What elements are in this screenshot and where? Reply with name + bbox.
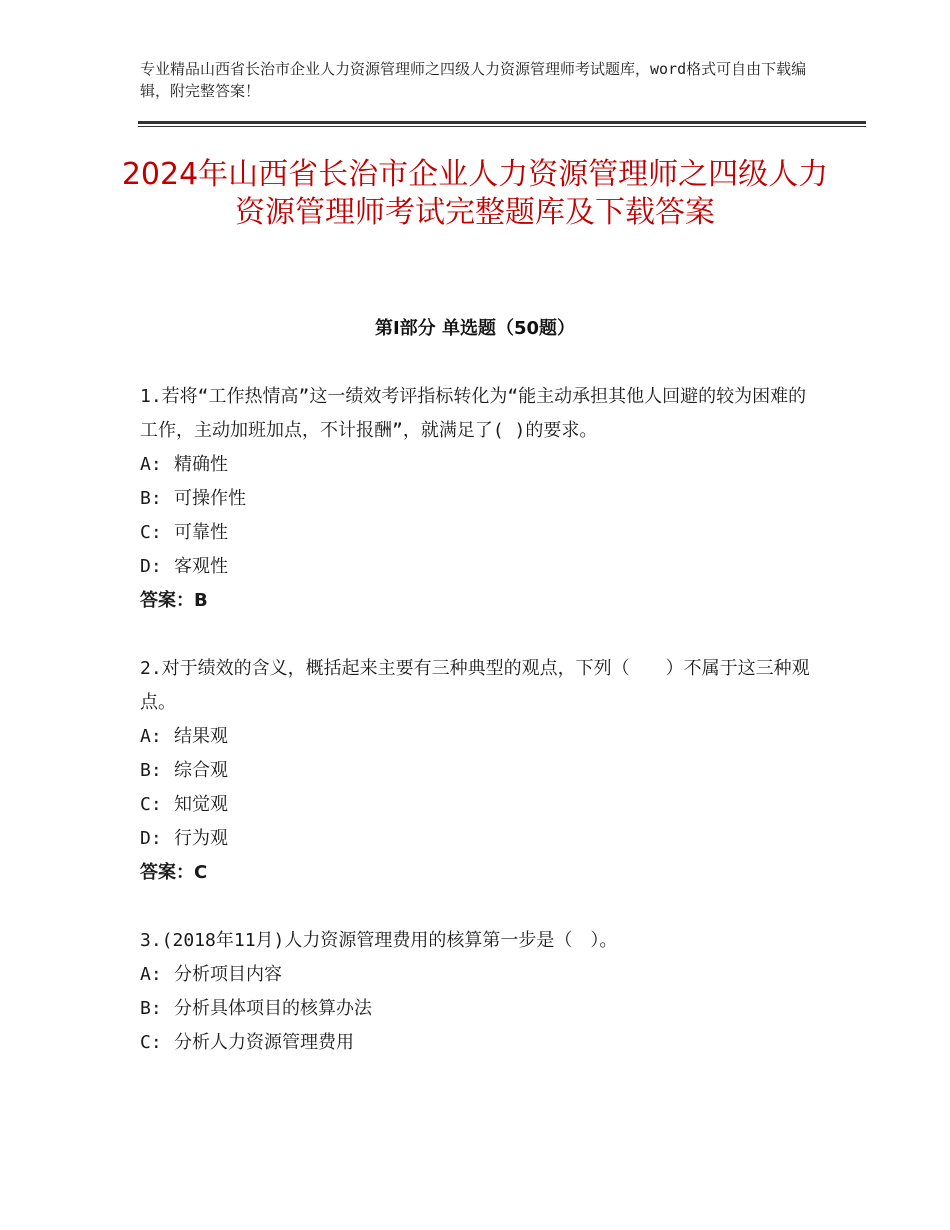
option-b	[140, 992, 810, 1026]
question-stem: 1.若将“工作热情高”这一绩效考评指标转化为“能主动承担其他人回避的较为困难的工作，主动加班加点，不计报酬”，就满足了( )的要求。	[140, 386, 807, 441]
option-key: C:	[140, 1032, 162, 1053]
header-rule-thick	[138, 121, 866, 124]
option-key: D:	[140, 556, 162, 577]
option-text: 行为观	[174, 828, 228, 849]
answer-value: C	[194, 862, 208, 883]
question-3	[140, 924, 810, 1060]
question-stem: 2.对于绩效的含义，概括起来主要有三种典型的观点，下列（ ）不属于这三种观点。	[140, 658, 810, 713]
option-text: 可操作性	[174, 488, 246, 509]
option-text: 综合观	[174, 760, 228, 781]
option-key: B:	[140, 998, 162, 1019]
option-key: B:	[140, 488, 162, 509]
option-a	[140, 958, 810, 992]
section-title: 第Ⅰ部分 单选题（50题）	[374, 318, 575, 339]
answer-value: B	[194, 590, 208, 611]
option-text: 客观性	[174, 556, 228, 577]
answer-prefix: 答案：	[140, 862, 194, 883]
header-rule-thin	[138, 126, 866, 127]
option-key: B:	[140, 760, 162, 781]
option-a	[140, 448, 810, 482]
answer-line	[140, 856, 810, 890]
option-d	[140, 822, 810, 856]
option-text: 知觉观	[174, 794, 228, 815]
option-b	[140, 482, 810, 516]
answer-prefix: 答案：	[140, 590, 194, 611]
header-note: 专业精品山西省长治市企业人力资源管理师之四级人力资源管理师考试题库，word格式可自由下载编辑，附完整答案！	[140, 60, 807, 100]
option-key: D:	[140, 828, 162, 849]
document-title: 2024年山西省长治市企业人力资源管理师之四级人力资源管理师考试完整题库及下载答案	[121, 157, 829, 230]
option-key: C:	[140, 522, 162, 543]
option-c	[140, 516, 810, 550]
option-text: 分析具体项目的核算办法	[174, 998, 372, 1019]
option-text: 分析人力资源管理费用	[174, 1032, 354, 1053]
option-c	[140, 788, 810, 822]
option-text: 分析项目内容	[174, 964, 282, 985]
option-text: 结果观	[174, 726, 228, 747]
option-b	[140, 754, 810, 788]
option-c	[140, 1026, 810, 1060]
option-key: A:	[140, 726, 162, 747]
question-1	[140, 380, 810, 618]
option-text: 可靠性	[174, 522, 228, 543]
option-text: 精确性	[174, 454, 228, 475]
question-stem: 3.(2018年11月)人力资源管理费用的核算第一步是（ ）。	[140, 930, 618, 951]
option-d	[140, 550, 810, 584]
answer-line	[140, 584, 810, 618]
option-key: A:	[140, 454, 162, 475]
option-a	[140, 720, 810, 754]
option-key: C:	[140, 794, 162, 815]
question-list	[140, 380, 810, 1094]
question-2	[140, 652, 810, 890]
option-key: A:	[140, 964, 162, 985]
